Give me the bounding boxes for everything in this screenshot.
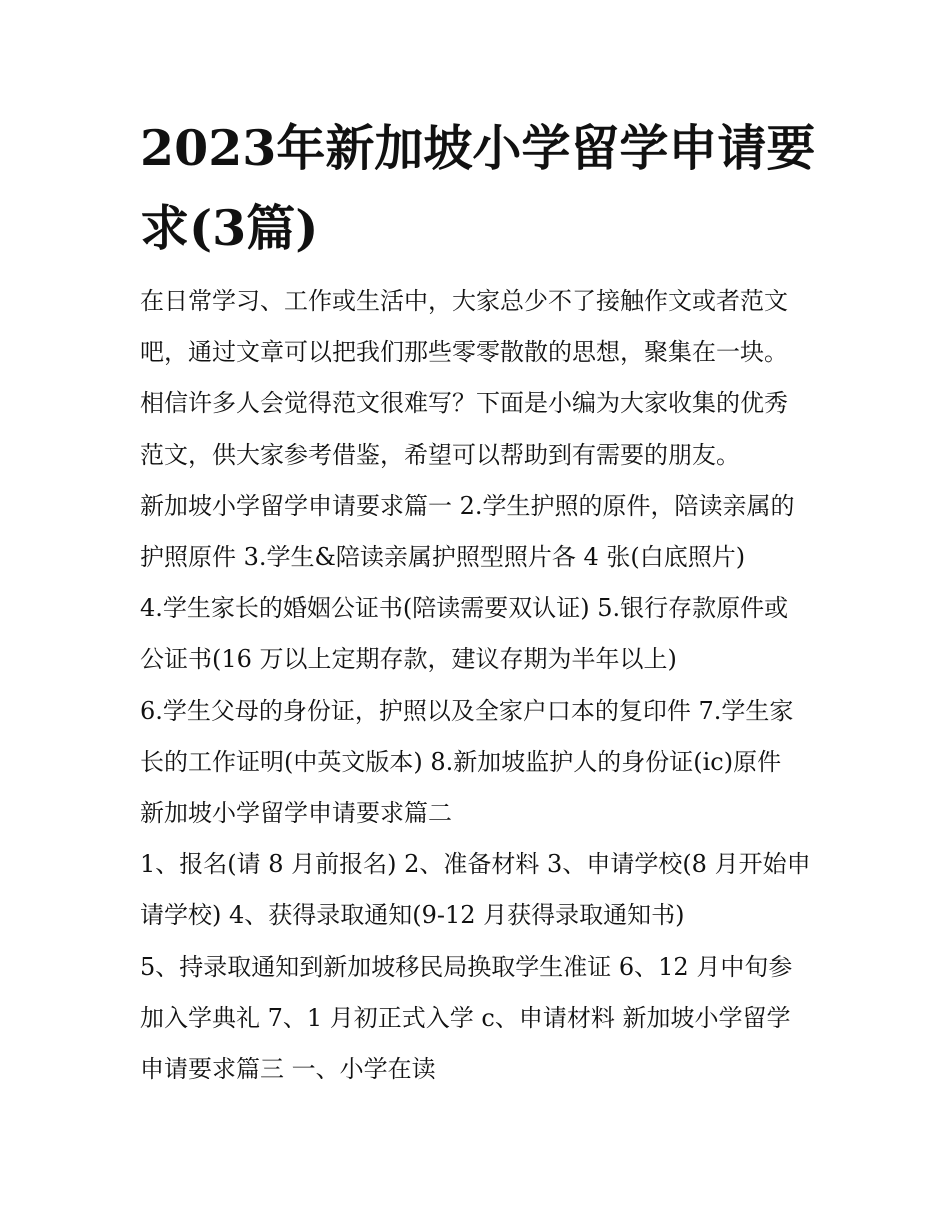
body-line: 加入学典礼 7、1 月初正式入学 c、申请材料 新加坡小学留学 bbox=[140, 1003, 791, 1032]
body-line: 新加坡小学留学申请要求篇一 2.学生护照的原件，陪读亲属的 bbox=[140, 491, 795, 520]
body-line: 护照原件 3.学生&陪读亲属护照型照片各 4 张(白底照片) bbox=[140, 543, 746, 572]
body-line: 公证书(16 万以上定期存款，建议存期为半年以上) bbox=[140, 645, 677, 674]
body-line: 申请要求篇三 一、小学在读 bbox=[140, 1055, 436, 1084]
body-line: 范文，供大家参考借鉴，希望可以帮助到有需要的朋友。 bbox=[140, 440, 740, 469]
body-line: 6.学生父母的身份证，护照以及全家户口本的复印件 7.学生家 bbox=[140, 696, 794, 725]
body-line: 长的工作证明(中英文版本) 8.新加坡监护人的身份证(ic)原件 bbox=[140, 747, 782, 776]
document-title bbox=[140, 108, 820, 268]
title-line: 2023年新加坡小学留学申请要 bbox=[140, 119, 816, 177]
body-line: 在日常学习、工作或生活中，大家总少不了接触作文或者范文 bbox=[140, 287, 788, 315]
body-line: 新加坡小学留学申请要求篇二 bbox=[140, 799, 452, 828]
body-line: 请学校) 4、获得录取通知(9-12 月获得录取通知书) bbox=[140, 901, 685, 930]
document-body bbox=[140, 276, 820, 1095]
title-line: 求(3篇) bbox=[140, 199, 319, 257]
body-line: 5、持录取通知到新加坡移民局换取学生准证 6、12 月中旬参 bbox=[140, 952, 793, 981]
body-line: 相信许多人会觉得范文很难写？下面是小编为大家收集的优秀 bbox=[140, 389, 788, 418]
body-line: 4.学生家长的婚姻公证书(陪读需要双认证) 5.银行存款原件或 bbox=[140, 594, 789, 623]
body-line: 1、报名(请 8 月前报名) 2、准备材料 3、申请学校(8 月开始申 bbox=[140, 850, 811, 879]
body-line: 吧，通过文章可以把我们那些零零散散的思想，聚集在一块。 bbox=[140, 338, 788, 367]
